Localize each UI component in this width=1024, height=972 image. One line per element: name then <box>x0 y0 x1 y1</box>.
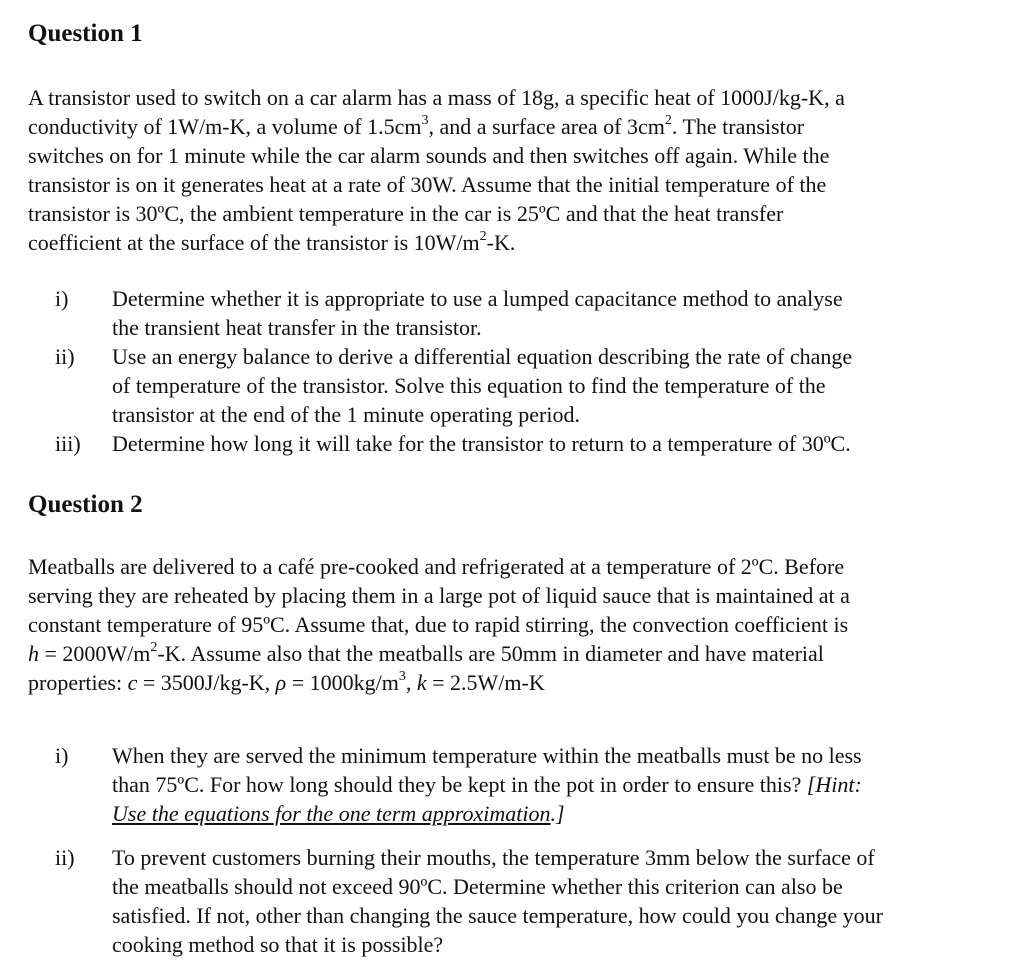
question-2-part-ii <box>55 843 990 959</box>
part-number: i) <box>55 743 69 768</box>
hint-label: [Hint: <box>806 772 862 797</box>
text-line: A transistor used to switch on a car alarm has a mass of 18g, a specific heat of 1000J/kg-K, a <box>28 85 845 110</box>
part-text: Determine whether it is appropriate to use a lumped capacitance method to analyse the transient heat transfer in the transistor. <box>112 286 843 340</box>
text-line: properties: c = 3500J/kg-K, $\rho = 1000kg/m^3$, k = 2.5W/m-K <box>28 668 545 695</box>
text-line: $h = 2000W/m^2-K$. Assume also that the meatballs are 50mm in diameter and have material <box>28 639 824 666</box>
text-line: switches on for 1 minute while the car alarm sounds and then switches off again. While the <box>28 143 830 168</box>
hint-reference-link: Use the equations for the one term approximation <box>112 801 551 826</box>
question-1-heading: Question 1 <box>28 20 143 47</box>
part-text: Determine how long it will take for the transistor to return to a temperature of 30ºC. <box>112 431 851 456</box>
question-1-part-i <box>55 284 990 342</box>
text-line: Meatballs are delivered to a café pre-cooked and refrigerated at a temperature of 2ºC. Before <box>28 554 845 579</box>
text-line: coefficient at the surface of the transistor is $10W/m^2-K$. <box>28 228 516 255</box>
part-number: ii) <box>55 344 75 369</box>
question-1-part-ii <box>55 342 990 429</box>
text-line: transistor is 30ºC, the ambient temperature in the car is 25ºC and that the heat transfer <box>28 201 784 226</box>
part-text: Use an energy balance to derive a differential equation describing the rate of change of temperature of the transistor. Solve this equation to find the temperature of the transistor at the end of the 1 minute operating period. <box>112 344 853 427</box>
question-1-intro <box>28 83 988 257</box>
part-number: iii) <box>55 431 81 456</box>
part-text: When they are served the minimum temperature within the meatballs must be no less than 75ºC. For how long should they be kept in the pot in order to ensure this? [Hint: Use the equations for the one term approximation.] <box>112 743 862 826</box>
text-line: serving they are reheated by placing them in a large pot of liquid sauce that is maintained at a <box>28 583 850 608</box>
part-number: i) <box>55 286 69 311</box>
question-2-part-i <box>55 741 990 828</box>
question-2-intro <box>28 552 988 697</box>
part-text: To prevent customers burning their mouths, the temperature 3mm below the surface of the meatballs should not exceed 90ºC. Determine whether this criterion can also be satisfied. If not, other than changing the sauce temperature, how could you change your cooking method so that it is possible? <box>112 845 883 957</box>
part-number: ii) <box>55 845 75 870</box>
question-2-heading: Question 2 <box>28 491 143 518</box>
text-line: constant temperature of 95ºC. Assume that, due to rapid stirring, the convection coefficient is <box>28 612 849 637</box>
text-line: transistor is on it generates heat at a rate of 30W. Assume that the initial temperature of the <box>28 172 827 197</box>
question-1-part-iii <box>55 429 990 458</box>
text-line: conductivity of 1W/m-K, a volume of $1.5cm^3$, and a surface area of $3cm^2$. The transistor <box>28 112 805 139</box>
